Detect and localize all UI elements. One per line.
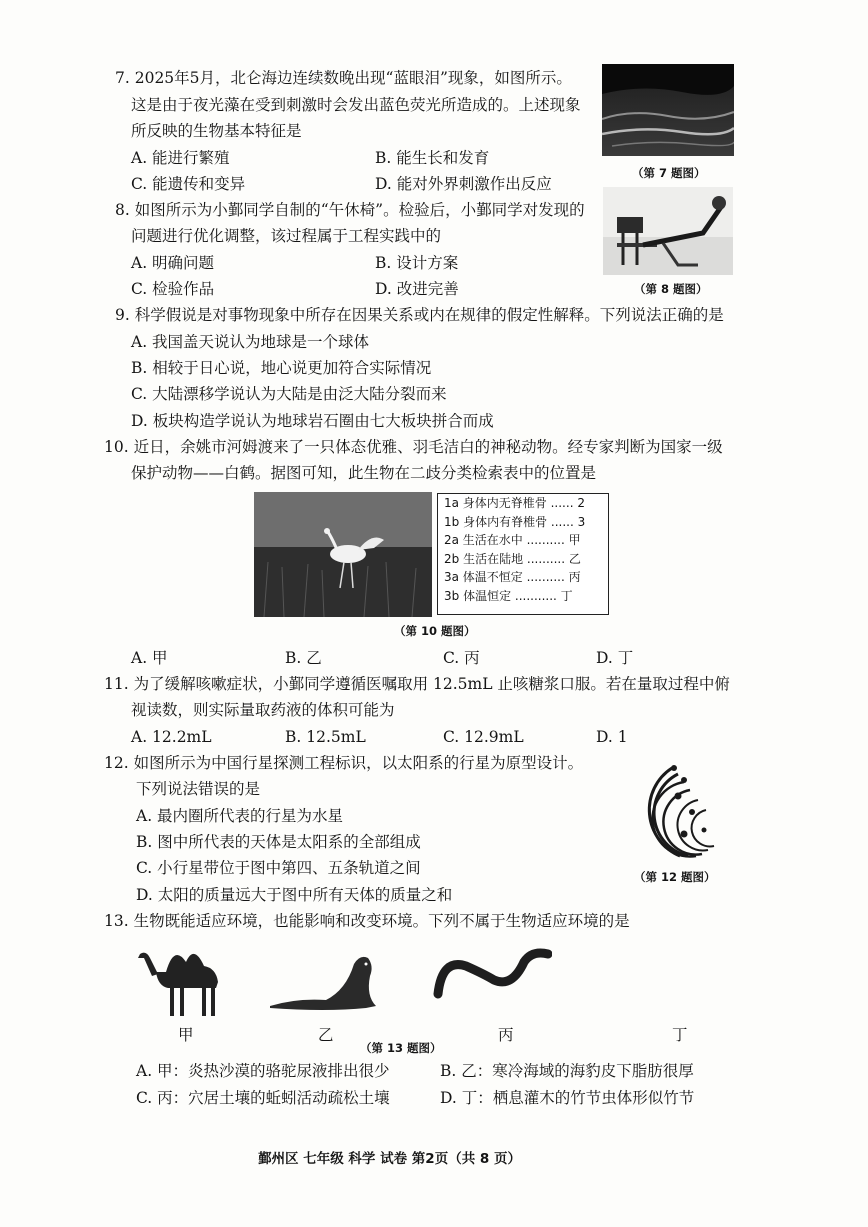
- q10-line1: 10. 近日，余姚市河姆渡来了一只体态优雅、羽毛洁白的神秘动物。经专家判断为国家一级: [104, 438, 723, 456]
- page-footer: 鄞州区 七年级 科学 试卷 第2页（共 8 页）: [258, 1151, 521, 1167]
- q10-option-a: A. 甲: [131, 649, 168, 667]
- q12-planetary-exploration-logo: [622, 760, 724, 860]
- q13-option-c: C. 丙：穴居土壤的蚯蚓活动疏松土壤: [136, 1089, 390, 1107]
- q8-option-b: B. 设计方案: [375, 254, 459, 272]
- q7-line2: 这是由于夜光藻在受到刺激时会发出蓝色荧光所造成的。上述现象: [131, 96, 581, 114]
- q11-line1: 11. 为了缓解咳嗽症状，小鄞同学遵循医嘱取用 12.5mL 止咳糖浆口服。若在量取过程中俯: [104, 675, 730, 693]
- q7-line3: 所反映的生物基本特征是: [131, 122, 302, 140]
- key-row: 3b 体温恒定 ........... 丁: [444, 588, 573, 603]
- q13-label-bing: 丙: [498, 1026, 514, 1044]
- q10-photo-white-crane: [254, 492, 432, 617]
- q10-option-d: D. 丁: [596, 649, 634, 667]
- q12-option-c: C. 小行星带位于图中第四、五条轨道之间: [136, 859, 421, 877]
- key-row: 3a 体温不恒定 .......... 丙: [444, 570, 581, 584]
- q10-option-c: C. 丙: [443, 649, 480, 667]
- q7-option-b: B. 能生长和发育: [375, 149, 490, 167]
- q13-option-a: A. 甲：炎热沙漠的骆驼尿液排出很少: [136, 1062, 390, 1080]
- key-row: 1a 身体内无脊椎骨 ...... 2: [444, 496, 585, 510]
- q10-dichotomous-key: [437, 493, 609, 615]
- q9-option-a: A. 我国盖天说认为地球是一个球体: [131, 333, 370, 351]
- q7-line1: 7. 2025年5月，北仑海边连续数晚出现“蓝眼泪”现象，如图所示。: [115, 69, 572, 87]
- q12-line1: 12. 如图所示为中国行星探测工程标识，以太阳系的行星为原型设计。: [104, 754, 584, 772]
- key-row: 2a 生活在水中 .......... 甲: [444, 533, 581, 547]
- q11-option-c: C. 12.9mL: [443, 728, 524, 746]
- earthworm-image: [432, 944, 552, 1008]
- q8-option-c: C. 检验作品: [131, 280, 215, 298]
- q7-option-c: C. 能遗传和变异: [131, 175, 246, 193]
- q13-label-yi: 乙: [318, 1026, 334, 1044]
- camel-image: [136, 932, 234, 1020]
- q13-line1: 13. 生物既能适应环境，也能影响和改变环境。下列不属于生物适应环境的是: [104, 912, 630, 930]
- q11-option-a: A. 12.2mL: [131, 728, 212, 746]
- q10-option-b: B. 乙: [285, 649, 322, 667]
- q8-caption: （第 8 题图）: [634, 282, 708, 296]
- q8-option-a: A. 明确问题: [131, 254, 215, 272]
- q8-line1: 8. 如图所示为小鄞同学自制的“午休椅”。检验后，小鄞同学对发现的: [115, 201, 585, 219]
- q13-label-jia: 甲: [178, 1026, 194, 1044]
- q12-option-d: D. 太阳的质量远大于图中所有天体的质量之和: [136, 886, 453, 904]
- q11-option-b: B. 12.5mL: [285, 728, 366, 746]
- q8-option-d: D. 改进完善: [375, 280, 459, 298]
- q8-line2: 问题进行优化调整，该过程属于工程实践中的: [131, 227, 442, 245]
- q13-option-b: B. 乙：寒冷海域的海豹皮下脂肪很厚: [440, 1062, 694, 1080]
- q10-line2: 保护动物——白鹤。据图可知，此生物在二歧分类检索表中的位置是: [131, 464, 597, 482]
- q11-line2: 视读数，则实际量取药液的体积可能为: [131, 701, 395, 719]
- q13-caption: （第 13 题图）: [360, 1041, 442, 1055]
- q7-photo-blue-tears: [602, 64, 734, 156]
- q12-option-a: A. 最内圈所代表的行星为水星: [136, 807, 344, 825]
- q13-option-d: D. 丁：栖息灌木的竹节虫体形似竹节: [440, 1089, 695, 1107]
- q7-caption: （第 7 题图）: [632, 166, 706, 180]
- q12-caption: （第 12 题图）: [634, 870, 716, 884]
- q8-photo-nap-chair: [603, 187, 733, 275]
- q9-option-d: D. 板块构造学说认为地球岩石圈由七大板块拼合而成: [131, 412, 494, 430]
- q7-option-a: A. 能进行繁殖: [131, 149, 230, 167]
- q12-option-b: B. 图中所代表的天体是太阳系的全部组成: [136, 833, 421, 851]
- q12-line2: 下列说法错误的是: [136, 780, 261, 798]
- key-row: 2b 生活在陆地 .......... 乙: [444, 551, 581, 566]
- seal-image: [266, 950, 386, 1012]
- q9-option-b: B. 相较于日心说，地心说更加符合实际情况: [131, 359, 432, 377]
- q11-option-d: D. 1: [596, 728, 628, 746]
- q13-label-ding: 丁: [672, 1026, 688, 1044]
- q7-option-d: D. 能对外界刺激作出反应: [375, 175, 552, 193]
- q9-line1: 9. 科学假说是对事物现象中所存在因果关系或内在规律的假定性解释。下列说法正确的是: [115, 306, 724, 324]
- q10-caption: （第 10 题图）: [394, 624, 476, 638]
- key-row: 1b 身体内有脊椎骨 ...... 3: [444, 514, 586, 529]
- q9-option-c: C. 大陆漂移学说认为大陆是由泛大陆分裂而来: [131, 385, 447, 403]
